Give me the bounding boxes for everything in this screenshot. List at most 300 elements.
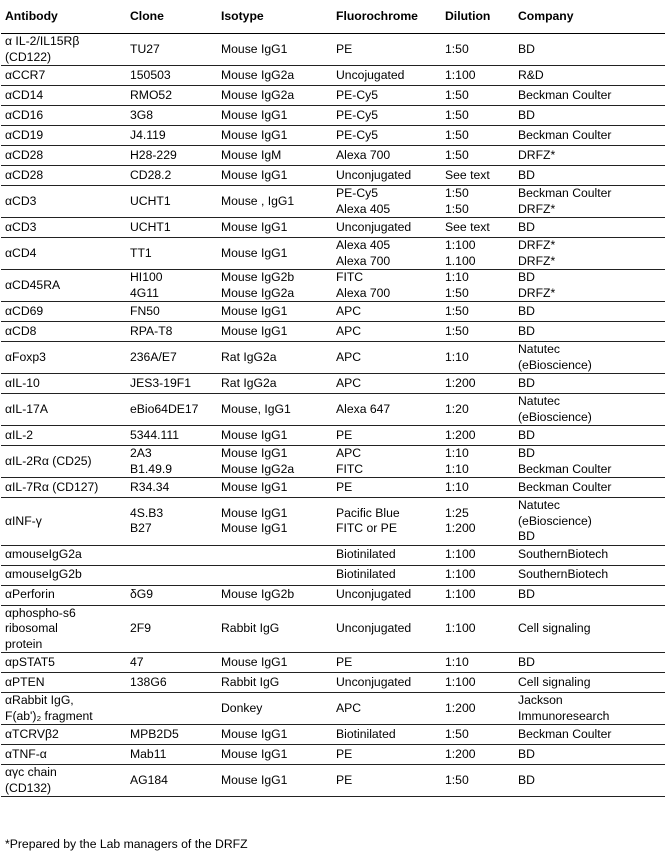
cell-antibody [1, 218, 126, 238]
cell-line: αCD69 [5, 303, 44, 318]
cell-company [514, 765, 665, 797]
cell-antibody [1, 765, 126, 797]
cell-clone [126, 238, 217, 270]
cell-line: PE [336, 479, 353, 494]
cell-line: UCHT1 [130, 193, 171, 208]
cell-line: BD [518, 107, 535, 122]
cell-line: 1:10 [445, 479, 469, 494]
cell-line: B1.49.9 [130, 461, 173, 476]
cell-line: αCD14 [5, 87, 44, 102]
cell-company [514, 693, 665, 725]
cell-dilution [441, 86, 514, 106]
cell-isotype [217, 498, 332, 546]
cell-line: αpSTAT5 [5, 654, 55, 669]
cell-line: Mab11 [130, 746, 167, 761]
cell-line: Biotinilated [336, 726, 396, 741]
cell-dilution [441, 725, 514, 745]
table-row [1, 585, 665, 605]
cell-dilution [441, 605, 514, 653]
cell-line: DRFZ* [518, 285, 556, 300]
cell-dilution [441, 653, 514, 673]
cell-fluorochrome [332, 166, 441, 186]
cell-line: CD28.2 [130, 167, 172, 182]
cell-company [514, 565, 665, 585]
cell-line: APC [336, 349, 362, 364]
cell-fluorochrome [332, 478, 441, 498]
cell-antibody [1, 745, 126, 765]
cell-line: 1:50 [445, 186, 469, 200]
cell-line: αCD16 [5, 107, 44, 122]
cell-fluorochrome [332, 545, 441, 565]
cell-line: 1:100 [445, 674, 476, 689]
footnote: *Prepared by the Lab managers of the DRFZ [5, 837, 248, 851]
cell-antibody [1, 725, 126, 745]
cell-isotype [217, 270, 332, 302]
cell-line: Mouse IgG2a [221, 461, 295, 476]
cell-clone [126, 673, 217, 693]
cell-line: Mouse IgG2a [221, 67, 295, 82]
cell-fluorochrome [332, 585, 441, 605]
cell-line: α IL-2/IL15Rβ [5, 34, 80, 48]
cell-dilution [441, 270, 514, 302]
cell-antibody [1, 394, 126, 426]
cell-dilution [441, 765, 514, 797]
cell-company [514, 146, 665, 166]
cell-line: αmouseIgG2b [5, 567, 82, 582]
cell-line: 2A3 [130, 446, 152, 460]
cell-line: Natutec [518, 342, 561, 356]
cell-line: αCD8 [5, 323, 37, 338]
cell-company [514, 394, 665, 426]
cell-antibody [1, 653, 126, 673]
cell-antibody [1, 322, 126, 342]
cell-dilution [441, 745, 514, 765]
cell-line: Alexa 647 [336, 401, 391, 416]
cell-company [514, 270, 665, 302]
cell-dilution [441, 342, 514, 374]
cell-isotype [217, 322, 332, 342]
cell-company [514, 545, 665, 565]
cell-company [514, 426, 665, 446]
antibody-table [1, 0, 665, 797]
cell-line: αRabbit IgG, [5, 693, 74, 707]
cell-line: 1:100 [445, 547, 476, 562]
cell-company [514, 653, 665, 673]
table-row [1, 166, 665, 186]
cell-dilution [441, 446, 514, 478]
cell-clone [126, 34, 217, 66]
cell-company [514, 302, 665, 322]
cell-line: Mouse IgG1 [221, 446, 288, 460]
cell-line: 1:50 [445, 41, 469, 56]
cell-line: αCCR7 [5, 67, 46, 82]
table-row [1, 34, 665, 66]
cell-fluorochrome [332, 322, 441, 342]
cell-antibody [1, 238, 126, 270]
header-clone: Clone [126, 0, 217, 34]
cell-fluorochrome [332, 302, 441, 322]
cell-fluorochrome [332, 426, 441, 446]
cell-line: Unconjugated [336, 219, 412, 234]
cell-fluorochrome [332, 218, 441, 238]
cell-fluorochrome [332, 693, 441, 725]
table-row [1, 725, 665, 745]
cell-line: FITC or PE [336, 521, 397, 536]
table-row [1, 374, 665, 394]
cell-fluorochrome [332, 565, 441, 585]
cell-company [514, 34, 665, 66]
cell-company [514, 374, 665, 394]
cell-line: 1:200 [445, 427, 476, 442]
cell-dilution [441, 545, 514, 565]
cell-line: Beckman Coulter [518, 186, 612, 200]
header-company: Company [514, 0, 665, 34]
cell-isotype [217, 545, 332, 565]
cell-antibody [1, 426, 126, 446]
cell-line: PE-Cy5 [336, 127, 378, 142]
header-fluorochrome: Fluorochrome [332, 0, 441, 34]
cell-line: Donkey [221, 700, 263, 715]
cell-fluorochrome [332, 34, 441, 66]
cell-dilution [441, 394, 514, 426]
cell-line: 3G8 [130, 107, 154, 122]
table-row [1, 126, 665, 146]
cell-line: Rabbit IgG [221, 674, 280, 689]
cell-fluorochrome [332, 86, 441, 106]
cell-line: BD [518, 654, 535, 669]
cell-line: HI100 [130, 270, 163, 284]
cell-line: DRFZ* [518, 201, 556, 216]
cell-line: Biotinilated [336, 567, 396, 582]
cell-line: APC [336, 375, 362, 390]
cell-line: R34.34 [130, 479, 170, 494]
cell-line: 1:100 [445, 621, 476, 635]
cell-line: 1:50 [445, 87, 469, 102]
cell-line: PE [336, 654, 353, 669]
cell-line: Uncojugated [336, 67, 405, 82]
cell-company [514, 322, 665, 342]
cell-line: Mouse IgM [221, 147, 282, 162]
cell-line: αCD28 [5, 167, 44, 182]
cell-line: ribosomal [5, 621, 58, 635]
cell-dilution [441, 66, 514, 86]
cell-isotype [217, 565, 332, 585]
cell-isotype [217, 218, 332, 238]
cell-line: eBio64DE17 [130, 401, 199, 416]
cell-company [514, 238, 665, 270]
cell-clone [126, 86, 217, 106]
cell-isotype [217, 653, 332, 673]
cell-line: BD [518, 375, 535, 390]
table-row [1, 394, 665, 426]
cell-line: BD [518, 772, 535, 787]
cell-line: BD [518, 303, 535, 318]
cell-line: B27 [130, 521, 152, 536]
cell-line: SouthernBiotech [518, 567, 609, 582]
cell-line: Immunoresearch [518, 708, 610, 723]
table-row [1, 605, 665, 653]
table-row [1, 146, 665, 166]
header-isotype: Isotype [217, 0, 332, 34]
cell-line: (eBioscience) [518, 357, 592, 372]
cell-line: PE-Cy5 [336, 186, 378, 200]
cell-line: Mouse IgG2b [221, 587, 295, 602]
cell-line: JES3-19F1 [130, 375, 191, 390]
cell-line: (eBioscience) [518, 513, 592, 528]
header-antibody: Antibody [1, 0, 126, 34]
cell-fluorochrome [332, 765, 441, 797]
cell-antibody [1, 166, 126, 186]
cell-dilution [441, 322, 514, 342]
table-row [1, 446, 665, 478]
cell-line: Mouse IgG2a [221, 87, 295, 102]
cell-clone [126, 745, 217, 765]
cell-isotype [217, 146, 332, 166]
cell-clone [126, 270, 217, 302]
cell-antibody [1, 673, 126, 693]
cell-line: 1:50 [445, 772, 469, 787]
cell-line: 2F9 [130, 621, 152, 635]
cell-dilution [441, 218, 514, 238]
cell-line: 1:10 [445, 270, 469, 284]
cell-isotype [217, 693, 332, 725]
cell-line: αγc chain [5, 765, 57, 779]
cell-dilution [441, 585, 514, 605]
cell-line: 4S.B3 [130, 505, 164, 520]
cell-fluorochrome [332, 238, 441, 270]
cell-line: αphospho-s6 [5, 605, 76, 620]
cell-clone [126, 585, 217, 605]
cell-line: 1:10 [445, 446, 469, 460]
cell-isotype [217, 446, 332, 478]
cell-line: APC [336, 446, 362, 460]
cell-line: Natutec [518, 498, 561, 512]
cell-line: RMO52 [130, 87, 172, 102]
cell-line: RPA-T8 [130, 323, 173, 338]
cell-company [514, 342, 665, 374]
cell-clone [126, 218, 217, 238]
cell-line: 1:50 [445, 201, 469, 216]
header-dilution: Dilution [441, 0, 514, 34]
cell-isotype [217, 238, 332, 270]
cell-line: 1:100 [445, 238, 476, 252]
cell-antibody [1, 66, 126, 86]
cell-line: Mouse IgG1 [221, 245, 288, 260]
cell-line: PE-Cy5 [336, 87, 378, 102]
cell-line: 1:200 [445, 521, 476, 536]
cell-line: 1:100 [445, 587, 476, 602]
cell-line: H28-229 [130, 147, 177, 162]
cell-dilution [441, 673, 514, 693]
cell-antibody [1, 565, 126, 585]
cell-isotype [217, 585, 332, 605]
cell-line: DRFZ* [518, 238, 556, 252]
cell-isotype [217, 342, 332, 374]
cell-company [514, 126, 665, 146]
cell-line: αPTEN [5, 674, 45, 689]
cell-line: Mouse IgG1 [221, 479, 288, 494]
cell-fluorochrome [332, 106, 441, 126]
cell-company [514, 585, 665, 605]
table-row [1, 302, 665, 322]
cell-line: 150503 [130, 67, 171, 82]
cell-line: αCD19 [5, 127, 44, 142]
cell-line: Alexa 700 [336, 147, 391, 162]
cell-company [514, 166, 665, 186]
cell-dilution [441, 498, 514, 546]
table-row [1, 238, 665, 270]
cell-clone [126, 426, 217, 446]
table-row [1, 478, 665, 498]
cell-clone [126, 106, 217, 126]
cell-fluorochrome [332, 394, 441, 426]
cell-line: αIL-7Rα (CD127) [5, 479, 99, 494]
cell-line: Cell signaling [518, 674, 591, 689]
table-row [1, 745, 665, 765]
cell-line: 1:200 [445, 700, 476, 715]
cell-line: Beckman Coulter [518, 461, 612, 476]
table-row [1, 186, 665, 218]
cell-line: (eBioscience) [518, 409, 592, 424]
cell-company [514, 446, 665, 478]
cell-line: BD [518, 427, 535, 442]
cell-dilution [441, 302, 514, 322]
cell-line: 1:20 [445, 401, 469, 416]
cell-line: Rat IgG2a [221, 349, 277, 364]
cell-company [514, 725, 665, 745]
cell-line: 1:50 [445, 127, 469, 142]
cell-line: BD [518, 270, 535, 284]
table-row [1, 106, 665, 126]
cell-line: F(ab')₂ fragment [5, 708, 93, 723]
cell-fluorochrome [332, 745, 441, 765]
cell-company [514, 745, 665, 765]
cell-line: αCD28 [5, 147, 44, 162]
cell-line: R&D [518, 67, 544, 82]
cell-dilution [441, 34, 514, 66]
cell-line: δG9 [130, 587, 154, 602]
cell-line: FITC [336, 461, 364, 476]
cell-fluorochrome [332, 342, 441, 374]
cell-fluorochrome [332, 66, 441, 86]
cell-isotype [217, 745, 332, 765]
cell-line: BD [518, 746, 535, 761]
cell-line: BD [518, 219, 535, 234]
cell-isotype [217, 186, 332, 218]
cell-dilution [441, 565, 514, 585]
cell-fluorochrome [332, 126, 441, 146]
table-row [1, 545, 665, 565]
cell-isotype [217, 394, 332, 426]
cell-line: TT1 [130, 245, 152, 260]
cell-clone [126, 302, 217, 322]
cell-line: APC [336, 323, 362, 338]
cell-isotype [217, 673, 332, 693]
table-row [1, 498, 665, 546]
cell-line: Unconjugated [336, 587, 412, 602]
cell-clone [126, 374, 217, 394]
cell-dilution [441, 106, 514, 126]
cell-line: αCD3 [5, 219, 37, 234]
cell-antibody [1, 374, 126, 394]
cell-dilution [441, 238, 514, 270]
cell-line: UCHT1 [130, 219, 171, 234]
cell-clone [126, 66, 217, 86]
cell-isotype [217, 302, 332, 322]
cell-line: 1:50 [445, 323, 469, 338]
cell-company [514, 66, 665, 86]
cell-line: Cell signaling [518, 621, 591, 635]
table-row [1, 653, 665, 673]
cell-line: αCD45RA [5, 277, 61, 292]
cell-line: 1:100 [445, 567, 476, 582]
cell-line: FN50 [130, 303, 160, 318]
cell-isotype [217, 34, 332, 66]
cell-line: Mouse IgG1 [221, 323, 288, 338]
cell-clone [126, 146, 217, 166]
cell-line: J4.119 [130, 127, 166, 142]
cell-line: 1:25 [445, 505, 469, 520]
cell-antibody [1, 342, 126, 374]
cell-line: MPB2D5 [130, 726, 179, 741]
cell-line: (CD122) [5, 49, 52, 64]
cell-antibody [1, 693, 126, 725]
table-row [1, 765, 665, 797]
cell-line: PE [336, 427, 353, 442]
cell-line: αINF-γ [5, 513, 42, 528]
cell-line: Mouse IgG1 [221, 167, 288, 182]
cell-line: PE [336, 41, 353, 56]
cell-line: PE-Cy5 [336, 107, 378, 122]
cell-line: 47 [130, 654, 144, 669]
cell-line: Mouse IgG2b [221, 270, 295, 284]
cell-fluorochrome [332, 605, 441, 653]
cell-dilution [441, 186, 514, 218]
cell-line: 1:50 [445, 147, 469, 162]
cell-antibody [1, 186, 126, 218]
cell-line: BD [518, 587, 535, 602]
cell-dilution [441, 426, 514, 446]
cell-antibody [1, 302, 126, 322]
table-row [1, 322, 665, 342]
cell-line: αTNF-α [5, 746, 47, 761]
cell-line: 1:50 [445, 285, 469, 300]
table-row [1, 342, 665, 374]
cell-isotype [217, 374, 332, 394]
cell-clone [126, 498, 217, 546]
table-row [1, 426, 665, 446]
cell-fluorochrome [332, 186, 441, 218]
cell-isotype [217, 106, 332, 126]
cell-company [514, 86, 665, 106]
cell-line: Rabbit IgG [221, 621, 280, 635]
cell-line: 1:10 [445, 654, 469, 669]
cell-line: Mouse IgG1 [221, 746, 288, 761]
cell-fluorochrome [332, 374, 441, 394]
cell-antibody [1, 585, 126, 605]
table-row [1, 218, 665, 238]
cell-clone [126, 446, 217, 478]
cell-line: FITC [336, 270, 364, 284]
cell-antibody [1, 270, 126, 302]
cell-line: Natutec [518, 394, 561, 408]
cell-line: Mouse IgG1 [221, 726, 288, 741]
cell-line: TU27 [130, 41, 160, 56]
cell-company [514, 673, 665, 693]
cell-dilution [441, 374, 514, 394]
cell-clone [126, 394, 217, 426]
cell-fluorochrome [332, 653, 441, 673]
